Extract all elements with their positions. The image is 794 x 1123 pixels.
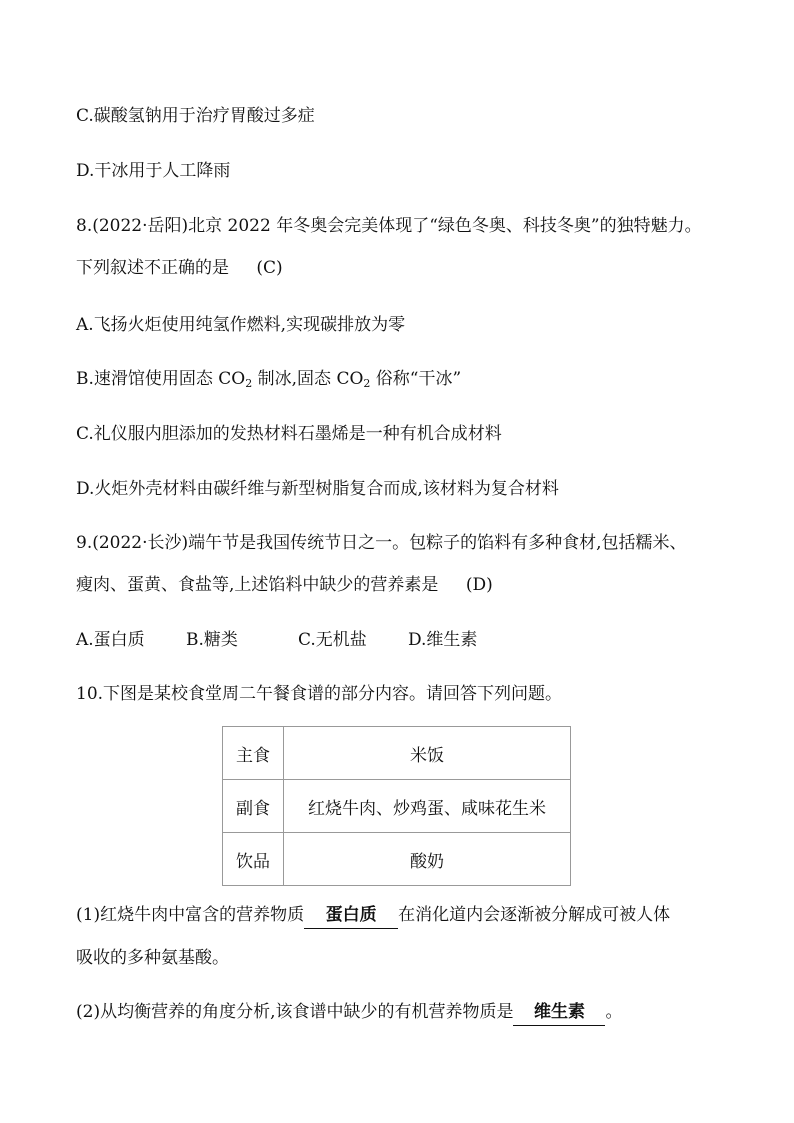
q9-answer: (D) <box>465 575 493 595</box>
q9-stem-line2 <box>76 572 493 598</box>
q10-sub1-post: 在消化道内会逐渐被分解成可被人体 <box>398 905 671 925</box>
q8-option-a: A.飞扬火炬使用纯氢作燃料,实现碳排放为零 <box>76 315 406 335</box>
q8-stem-text: 下列叙述不正确的是 <box>76 258 229 278</box>
q8-option-b-text3: 俗称“干冰” <box>370 369 462 389</box>
q8-stem-line1: 8.(2022·岳阳)北京 2022 年冬奥会完美体现了“绿色冬奥、科技冬奥”的独特魅力。 <box>76 216 702 236</box>
q9-option-c: C.无机盐 <box>298 630 367 650</box>
menu-label: 主食 <box>223 727 284 780</box>
q8-option-c: C.礼仪服内胆添加的发热材料石墨烯是一种有机合成材料 <box>76 424 502 444</box>
q10-sub2-answer: 维生素 <box>513 999 605 1026</box>
q9-option-b: B.糖类 <box>186 630 238 650</box>
q7-option-d: D.干冰用于人工降雨 <box>76 161 231 181</box>
q8-option-d: D.火炬外壳材料由碳纤维与新型树脂复合而成,该材料为复合材料 <box>76 479 559 499</box>
q10-sub1-line1 <box>76 902 670 929</box>
menu-table <box>222 726 571 886</box>
table-row <box>223 780 571 833</box>
q9-stem-line1: 9.(2022·长沙)端午节是我国传统节日之一。包粽子的馅料有多种食材,包括糯米、 <box>76 533 687 553</box>
q10-sub2-pre: (2)从均衡营养的角度分析,该食谱中缺少的有机营养物质是 <box>76 1002 514 1022</box>
q8-option-b-text1: B.速滑馆使用固态 CO <box>76 369 246 389</box>
q9-option-a: A.蛋白质 <box>76 630 145 650</box>
menu-label: 副食 <box>223 780 284 833</box>
q7-option-c: C.碳酸氢钠用于治疗胃酸过多症 <box>76 106 315 126</box>
subscript-2: 2 <box>245 377 253 390</box>
q9-option-d: D.维生素 <box>408 630 478 650</box>
q9-stem-text: 瘦肉、蛋黄、食盐等,上述馅料中缺少的营养素是 <box>76 575 439 595</box>
q8-stem-line2 <box>76 255 283 281</box>
menu-value: 米饭 <box>284 727 571 780</box>
q10-sub1-answer: 蛋白质 <box>304 902 398 929</box>
q10-stem: 10.下图是某校食堂周二午餐食谱的部分内容。请回答下列问题。 <box>76 684 563 704</box>
q10-sub2-post: 。 <box>605 1002 623 1022</box>
menu-value: 红烧牛肉、炒鸡蛋、咸味花生米 <box>284 780 571 833</box>
q10-sub1-pre: (1)红烧牛肉中富含的营养物质 <box>76 905 305 925</box>
q8-option-b-text2: 制冰,固态 CO <box>252 369 364 389</box>
q10-sub2 <box>76 999 622 1026</box>
q9-options <box>76 627 477 653</box>
subscript-2: 2 <box>363 377 371 390</box>
q8-option-b <box>76 366 461 392</box>
q8-answer: (C) <box>256 258 283 278</box>
table-row <box>223 833 571 886</box>
menu-label: 饮品 <box>223 833 284 886</box>
table-row <box>223 727 571 780</box>
menu-value: 酸奶 <box>284 833 571 886</box>
q10-sub1-line2: 吸收的多种氨基酸。 <box>76 948 229 968</box>
